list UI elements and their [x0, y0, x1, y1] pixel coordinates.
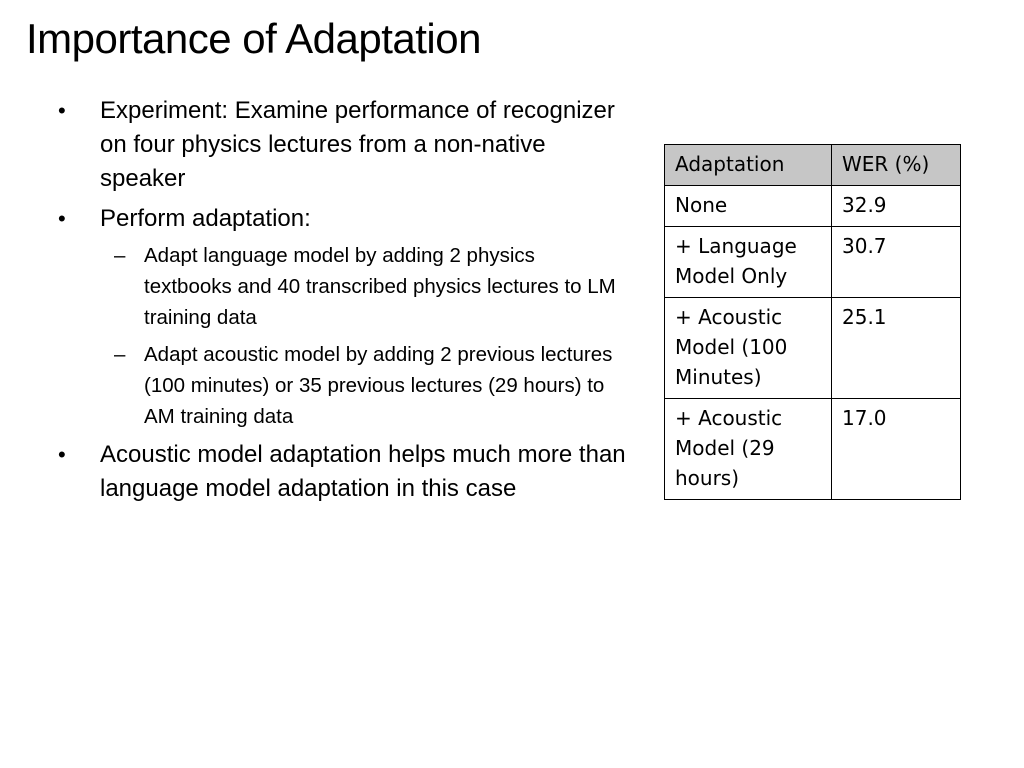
cell-adaptation: None: [665, 186, 832, 227]
bullet-text: Experiment: Examine performance of recognizer on four physics lectures from a non-native speaker: [100, 97, 615, 192]
cell-wer: 32.9: [832, 186, 961, 227]
table-row: [665, 227, 961, 298]
cell-wer: 17.0: [832, 399, 961, 500]
header-wer: WER (%): [832, 145, 961, 186]
cell-adaptation: + Language Model Only: [665, 227, 832, 298]
table-row: [665, 399, 961, 500]
cell-wer: 30.7: [832, 227, 961, 298]
bullet-item: [58, 202, 628, 432]
slide-title: Importance of Adaptation: [26, 15, 481, 62]
bullet-item: [58, 94, 628, 196]
table-row: [665, 186, 961, 227]
table-header-row: [665, 145, 961, 186]
header-adaptation: Adaptation: [665, 145, 832, 186]
bullet-item: [58, 438, 628, 506]
cell-adaptation: + Acoustic Model (29 hours): [665, 399, 832, 500]
sub-bullet-list: [100, 240, 628, 432]
bullet-text: Acoustic model adaptation helps much more than language model adaptation in this case: [100, 441, 626, 502]
wer-table: [664, 144, 961, 500]
sub-bullet-item: – Adapt acoustic model by adding 2 previous lectures (100 minutes) or 35 previous lectures (29 hours) to AM training data: [114, 339, 628, 432]
bullet-list: [58, 94, 628, 512]
cell-wer: 25.1: [832, 298, 961, 399]
cell-adaptation: + Acoustic Model (100 Minutes): [665, 298, 832, 399]
bullet-text: Perform adaptation:: [100, 205, 311, 232]
table-row: [665, 298, 961, 399]
sub-bullet-item: – Adapt language model by adding 2 physics textbooks and 40 transcribed physics lectures to LM training data: [114, 240, 628, 333]
